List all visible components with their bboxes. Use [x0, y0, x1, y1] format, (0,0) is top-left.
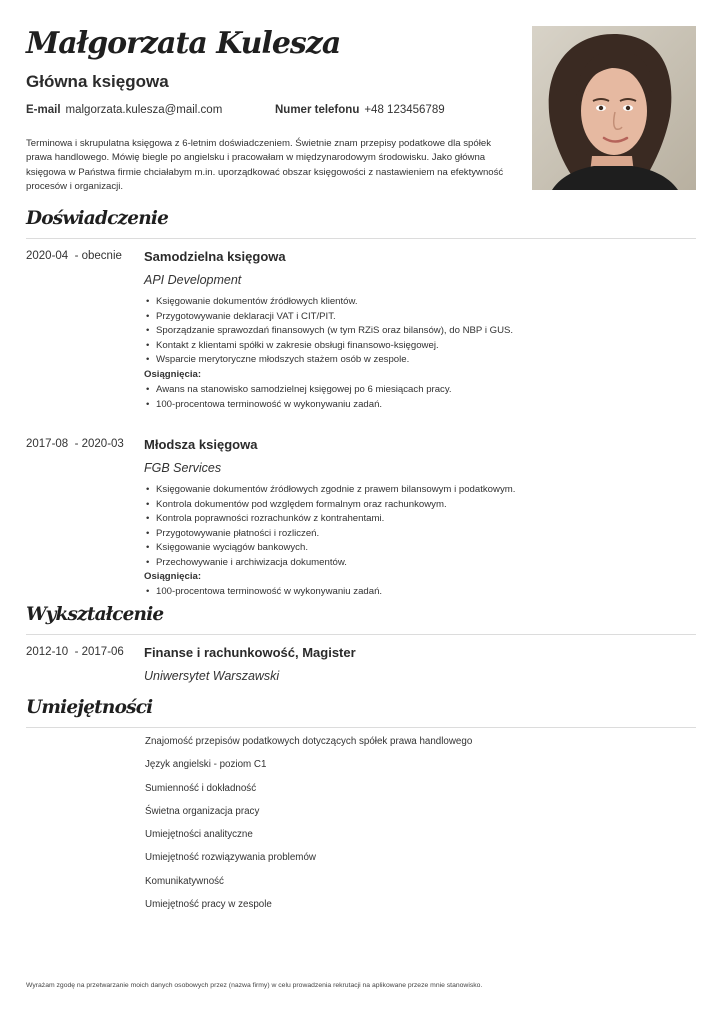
experience-dates: 2017-08 - 2020-03 — [26, 438, 124, 450]
achievements-list — [144, 585, 684, 600]
list-item: Umiejętność pracy w zespole — [145, 899, 272, 911]
achievements-label: Osiągnięcia: — [144, 571, 202, 582]
candidate-name: Małgorzata Kulesza — [26, 26, 341, 61]
list-item: Komunikatywność — [145, 875, 224, 887]
phone-label: Numer telefonu — [275, 104, 360, 116]
experience-duties-list — [144, 483, 684, 570]
portrait-photo — [532, 26, 696, 190]
section-heading-skills: Umiejętności — [26, 697, 153, 718]
portrait-icon — [532, 26, 696, 190]
list-item: Sumienność i dokładność — [145, 782, 257, 794]
list-item: • Awans na stanowisko samodzielnej księgowej po 6 miesiącach pracy. — [144, 383, 684, 398]
job-title: Główna księgowa — [26, 72, 169, 91]
section-heading-experience: Doświadczenie — [26, 208, 169, 229]
list-item: Umiejętności analityczne — [145, 829, 253, 841]
contact-phone — [275, 104, 445, 116]
experience-title: Samodzielna księgowa — [144, 249, 286, 264]
education-school: Uniwersytet Warszawski — [144, 669, 280, 683]
contact-email — [26, 104, 222, 116]
section-divider — [26, 727, 696, 728]
gdpr-consent: Wyrażam zgodę na przetwarzanie moich danych osobowych przez (nazwa firmy) w celu prowadzenia rekrutacji na aplikowane przeze mnie stanowisko. — [26, 982, 483, 989]
experience-company: API Development — [144, 273, 242, 287]
achievements-list — [144, 383, 684, 412]
email-value[interactable]: malgorzata.kulesza@mail.com — [65, 104, 223, 116]
list-item: • Przygotowywanie deklaracji VAT i CIT/PIT. — [144, 310, 684, 325]
section-heading-education: Wykształcenie — [26, 604, 164, 625]
phone-value[interactable]: +48 123456789 — [364, 104, 445, 116]
email-label: E-mail — [26, 104, 61, 116]
experience-duties-list — [144, 295, 684, 368]
list-item: • 100-procentowa terminowość w wykonywaniu zadań. — [144, 398, 684, 413]
list-item: • Sporządzanie sprawozdań finansowych (w tym RZiS oraz bilansów), do NBP i GUS. — [144, 324, 684, 339]
list-item: • Przechowywanie i archiwizacja dokumentów. — [144, 556, 684, 571]
list-item: • Kontrola dokumentów pod względem formalnym oraz rachunkowym. — [144, 498, 684, 513]
list-item: • Księgowanie wyciągów bankowych. — [144, 541, 684, 556]
experience-dates: 2020-04 - obecnie — [26, 250, 122, 262]
section-divider — [26, 634, 696, 635]
profile-summary: Terminowa i skrupulatna księgowa z 6-letnim doświadczeniem. Świetnie znam przepisy podatkowe dla spółek prawa handlowego. Mówię biegle po angielsku i pracowałam w międzynarodowym środowisku. Jako główna księgowa w Państwa firmie chciałabym m.in. uporządkować obszar księgowości z nastawieniem na efektywność procesów i organizacji. — [26, 138, 504, 192]
achievements-label: Osiągnięcia: — [144, 369, 202, 380]
list-item: Język angielski - poziom C1 — [145, 759, 267, 771]
list-item: Umiejętność rozwiązywania problemów — [145, 852, 316, 864]
section-divider — [26, 238, 696, 239]
list-item: • Przygotowywanie płatności i rozliczeń. — [144, 527, 684, 542]
list-item: • Kontrola poprawności rozrachunków z kontrahentami. — [144, 512, 684, 527]
list-item: • 100-procentowa terminowość w wykonywaniu zadań. — [144, 585, 684, 600]
list-item: Świetna organizacja pracy — [145, 805, 260, 817]
list-item: • Księgowanie dokumentów źródłowych zgodnie z prawem bilansowym i podatkowym. — [144, 483, 684, 498]
education-degree: Finanse i rachunkowość, Magister — [144, 645, 356, 660]
education-dates: 2012-10 - 2017-06 — [26, 646, 124, 658]
skills-list — [145, 736, 472, 922]
list-item: • Księgowanie dokumentów źródłowych klientów. — [144, 295, 684, 310]
list-item: Znajomość przepisów podatkowych dotyczących spółek prawa handlowego — [145, 736, 473, 747]
experience-company: FGB Services — [144, 461, 222, 475]
list-item: • Kontakt z klientami spółki w zakresie obsługi finansowo-księgowej. — [144, 339, 684, 354]
experience-title: Młodsza księgowa — [144, 437, 258, 452]
list-item: • Wsparcie merytoryczne młodszych stażem osób w zespole. — [144, 353, 684, 368]
